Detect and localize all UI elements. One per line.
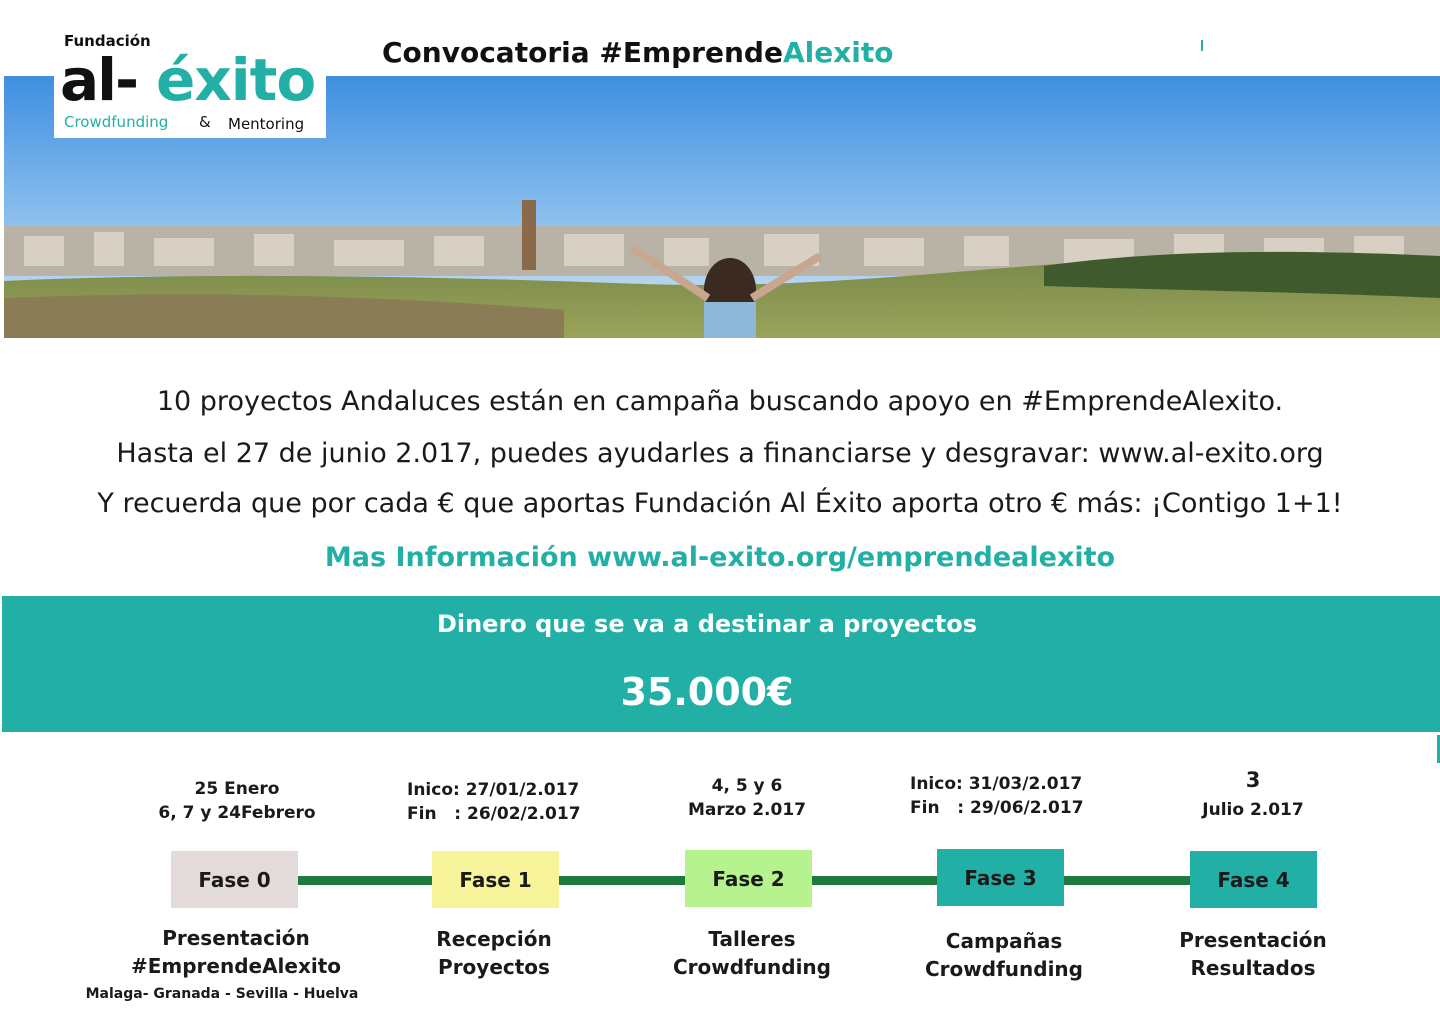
- funding-label: Dinero que se va a destinar a proyectos: [436, 610, 978, 638]
- phase-0-date-line-2: 6, 7 y 24Febrero: [158, 803, 316, 823]
- phase-0-date-line-1: 25 Enero: [194, 779, 280, 799]
- logo-crowdfunding-text: Crowdfunding: [64, 113, 169, 131]
- phase-4-title-line-1: Presentación: [1179, 928, 1327, 952]
- page-title: [382, 36, 894, 69]
- intro-line-3: Y recuerda que por cada € que aportas Fundación Al Éxito aporta otro € más: ¡Contigo 1+1!: [97, 488, 1343, 519]
- phase-2-box: Fase 2: [685, 850, 812, 907]
- phase-1-title-line-1: Recepción: [436, 927, 552, 951]
- phase-3-title-line-2: Crowdfunding: [925, 957, 1083, 981]
- logo-fundacion-text: Fundación: [64, 32, 151, 50]
- funding-band: [2, 596, 1440, 732]
- phase-0-date: [137, 777, 337, 825]
- funding-amount: 35.000€: [620, 670, 794, 714]
- phase-1-title-line-2: Proyectos: [438, 955, 550, 979]
- logo: [54, 28, 326, 138]
- phase-1-box: Fase 1: [432, 851, 559, 908]
- phase-1-title: [344, 925, 644, 981]
- title-prefix: Convocatoria #Emprende: [382, 36, 783, 69]
- phase-4-title-line-2: Resultados: [1190, 956, 1316, 980]
- phase-0-title-line-1: Presentación: [162, 926, 310, 950]
- phase-4-date-line-1: 3: [1245, 768, 1261, 792]
- phase-0-cities: Malaga- Granada - Sevilla - Huelva: [85, 986, 359, 1002]
- phase-1-date-line-2: Fin : 26/02/2.017: [407, 804, 581, 824]
- phase-0-box: Fase 0: [171, 851, 298, 908]
- phase-4-box: Fase 4: [1190, 851, 1317, 908]
- phase-4-date-line-2: Julio 2.017: [1202, 800, 1304, 820]
- phase-2-title-line-1: Talleres: [708, 927, 796, 951]
- phase-1-date-line-1: Inico: 27/01/2.017: [407, 780, 580, 800]
- phase-2-date-line-1: 4, 5 y 6: [711, 776, 783, 796]
- logo-al-text: al-: [60, 46, 138, 114]
- phase-3-title-line-1: Campañas: [945, 929, 1063, 953]
- logo-ampersand: &: [199, 113, 211, 131]
- phase-4-title: [1103, 926, 1403, 982]
- phase-3-date-line-1: Inico: 31/03/2.017: [910, 774, 1083, 794]
- title-accent: Alexito: [782, 36, 894, 69]
- phase-2-title-line-2: Crowdfunding: [673, 955, 831, 979]
- logo-exito-text: éxito: [156, 46, 316, 114]
- phase-1-date: [407, 778, 607, 826]
- phase-2-date-line-2: Marzo 2.017: [687, 800, 807, 820]
- decorative-mark: [1201, 40, 1203, 51]
- phase-0-title-line-2: #EmprendeAlexito: [130, 954, 342, 978]
- more-info-link[interactable]: Mas Información www.al-exito.org/emprendealexito: [324, 542, 1116, 573]
- phase-0-title: [86, 924, 386, 980]
- phase-2-date: [647, 774, 847, 822]
- logo-mentoring-text: Mentoring: [228, 115, 305, 133]
- phase-3-date: [910, 772, 1110, 820]
- intro-line-2: Hasta el 27 de junio 2.017, puedes ayudarles a financiarse y desgravar: www.al-exito.org: [116, 438, 1324, 469]
- phase-3-date-line-2: Fin : 29/06/2.017: [910, 798, 1084, 818]
- phase-3-box: Fase 3: [937, 849, 1064, 906]
- intro-line-1: 10 proyectos Andaluces están en campaña buscando apoyo en #EmprendeAlexito.: [156, 386, 1284, 417]
